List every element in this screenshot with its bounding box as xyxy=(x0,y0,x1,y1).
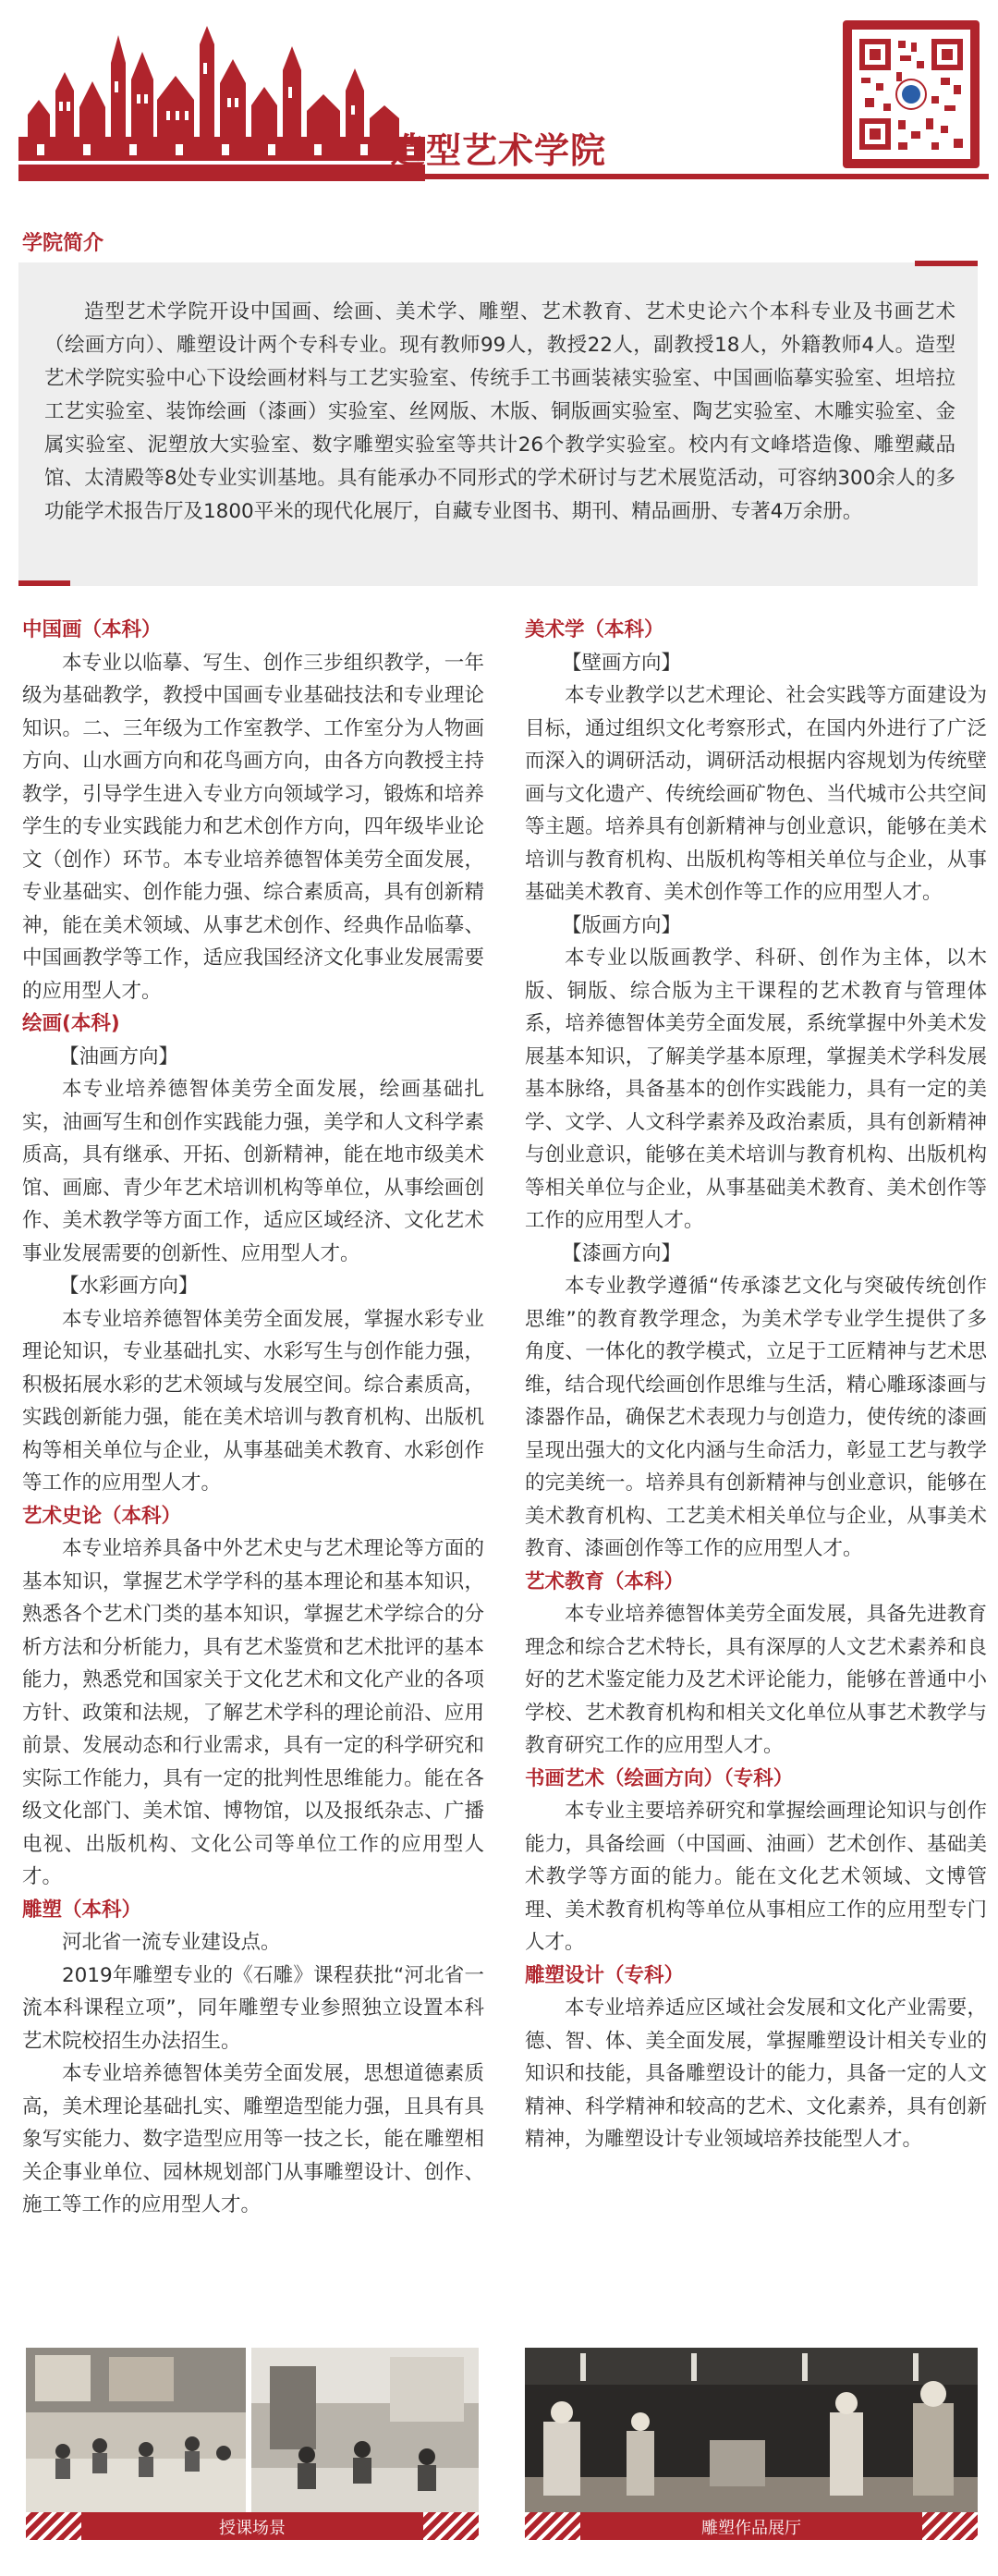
major-title-diaosu-design: 雕塑设计（专科） xyxy=(525,1963,685,1987)
major-body-shuhua: 本专业主要培养研究和掌握绘画理论知识与创作能力，具备绘画（中国画、油画）艺术创作、基础美术教学等方面的能力。能在文化艺术领域、文博管理、美术教育机构等单位从事相应工作的应用型专门人才。 xyxy=(525,1800,987,1954)
exhibition-hall-photo xyxy=(525,2348,978,2529)
college-title: 造型艺术学院 xyxy=(390,130,607,171)
right-caption-bar xyxy=(525,2512,978,2540)
major-title-diaosu: 雕塑（本科） xyxy=(22,1898,142,1922)
castle-skyline-illustration xyxy=(18,26,425,181)
major-title-shilun: 艺术史论（本科） xyxy=(22,1504,182,1528)
direction-lacquer-body: 本专业教学遵循“传承漆艺文化与突破传统创作思维”的教育教学理念，为美术学专业学生提供了多角度、一体化的教学模式，立足于工匠精神与艺术思维，结合现代绘画创作思维与生活，精心雕琢漆画与漆器作品，确保艺术表现力与创造力，使传统的漆画呈现出强大的文化内涵与生命活力，彰显工艺与教学的完美统一。培养具有创新精神与创业意识，能够在美术教育机构、工艺美术相关单位与企业，从事美术教育、漆画创作等工作的应用型人才。 xyxy=(525,1275,987,1560)
direction-mural: 【壁画方向】 xyxy=(562,651,682,675)
direction-print: 【版画方向】 xyxy=(562,913,682,937)
direction-mural-body: 本专业教学以艺术理论、社会实践等方面建设为目标，通过组织文化考察形式，在国内外进行了广泛而深入的调研活动，调研活动根据内容规划为传统壁画与文化遗产、传统绘画矿物色、当代城市公共空间等主题。培养具有创新精神与创业意识，能够在美术培训与教育机构、出版机构等相关单位与企业，从事基础美术教育、美术创作等工作的应用型人才。 xyxy=(525,684,987,904)
direction-oil-body: 本专业培养德智体美劳全面发展，绘画基础扎实，油画写生和创作实践能力强，美学和人文科学素质高，具有继承、开拓、创新精神，能在地市级美术馆、画廊、青少年艺术培训机构等单位，从事绘画创作、美术教学等方面工作，适应区域经济、文化艺术事业发展需要的创新性、应用型人才。 xyxy=(22,1078,484,1265)
direction-lacquer: 【漆画方向】 xyxy=(562,1241,682,1265)
direction-oil: 【油画方向】 xyxy=(59,1044,179,1068)
major-title-meishuxue: 美术学（本科） xyxy=(525,618,664,641)
direction-watercolor: 【水彩画方向】 xyxy=(59,1275,199,1298)
direction-watercolor-body: 本专业培养德智体美劳全面发展，掌握水彩专业理论知识，专业基础扎实、水彩写生与创作能力强，积极拓展水彩的艺术领域与发展空间。综合素质高，实践创新能力强，能在美术培训与教育机构、出版机构等相关单位与企业，从事基础美术教育、水彩创作等工作的应用型人才。 xyxy=(22,1307,484,1495)
left-caption-bar xyxy=(26,2512,479,2540)
right-column xyxy=(525,614,987,2156)
header xyxy=(0,0,998,185)
intro-title: 学院简介 xyxy=(22,232,104,255)
intro-body: 造型艺术学院开设中国画、绘画、美术学、雕塑、艺术教育、艺术史论六个本科专业及书画艺术（绘画方向）、雕塑设计两个专科专业。现有教师99人，教授22人，副教授18人，外籍教师4人。造型艺术学院实验中心下设绘画材料与工艺实验室、传统手工书画装裱实验室、中国画临摹实验室、坦培拉工艺实验室、装饰绘画（漆画）实验室、丝网版、木版、铜版画实验室、陶艺实验室、木雕实验室、金属实验室、泥塑放大实验室、数字雕塑实验室等共计26个教学实验室。校内有文峰塔造像、雕塑藏品馆、太清殿等8处专业实训基地。具有能承办不同形式的学术研讨与艺术展览活动，可容纳300余人的多功能学术报告厅及1800平米的现代化展厅，自藏专业图书、期刊、精品画册、专著4万余册。 xyxy=(44,300,955,523)
right-photo-caption: 雕塑作品展厅 xyxy=(701,2519,801,2538)
major-title-guohua: 中国画（本科） xyxy=(22,618,162,641)
major-body-guohua: 本专业以临摹、写生、创作三步组织教学，一年级为基础教学，教授中国画专业基础技法和专业理论知识。二、三年级为工作室教学、工作室分为人物画方向、山水画方向和花鸟画方向，由各方向教授主持教学，引导学生进入专业方向领域学习，锻炼和培养学生的专业实践能力和艺术创作方向，四年级毕业论文（创作）环节。本专业培养德智体美劳全面发展，专业基础实、创作能力强、综合素质高，具有创新精神，能在美术领域、从事艺术创作、经典作品临摹、中国画教学等工作，适应我国经济文化事业发展需要的应用型人才。 xyxy=(22,651,484,1003)
qr-code xyxy=(843,20,980,168)
diaosu-paragraph-3: 本专业培养德智体美劳全面发展，思想道德素质高，美术理论基础扎实、雕塑造型能力强，且具有具象写实能力、数字造型应用等一技之长，能在雕塑相关企事业单位、园林规划部门从事雕塑设计、创作、施工等工作的应用型人才。 xyxy=(22,2062,484,2216)
header-divider xyxy=(18,174,989,179)
major-body-diaosu-design: 本专业培养适应区域社会发展和文化产业需要，德、智、体、美全面发展，掌握雕塑设计相关专业的知识和技能，具备雕塑设计的能力，具备一定的人文精神、科学精神和较高的艺术、文化素养，具有创新精神，为雕塑设计专业领域培养技能型人才。 xyxy=(525,1996,987,2151)
major-body-jiaoyu: 本专业培养德智体美劳全面发展，具备先进教育理念和综合艺术特长，具有深厚的人文艺术素养和良好的艺术鉴定能力及艺术评论能力，能够在普通中小学校、艺术教育机构和相关文化单位从事艺术教学与教育研究工作的应用型人才。 xyxy=(525,1603,987,1757)
major-title-jiaoyu: 艺术教育（本科） xyxy=(525,1569,685,1593)
major-title-shuhua: 书画艺术（绘画方向）（专科） xyxy=(525,1766,794,1790)
diaosu-paragraph-2: 2019年雕塑专业的《石雕》课程获批“河北省一流本科课程立项”，同年雕塑专业参照独立设置本科艺术院校招生办法招生。 xyxy=(22,1963,484,2053)
classroom-photo-1 xyxy=(26,2348,246,2529)
intro-accent-top xyxy=(915,261,978,266)
left-column xyxy=(22,614,484,2222)
classroom-photo-2 xyxy=(251,2348,479,2529)
qr-code-icon xyxy=(852,30,970,159)
major-title-huihua: 绘画(本科) xyxy=(22,1012,120,1035)
major-body-shilun: 本专业培养具备中外艺术史与艺术理论等方面的基本知识，掌握艺术学学科的基本理论和基本知识，熟悉各个艺术门类的基本知识，掌握艺术学综合的分析方法和分析能力，具有艺术鉴赏和艺术批评的基本能力，熟悉党和国家关于文化艺术和文化产业的各项方针、政策和法规，了解艺术学科的理论前沿、应用前景、发展动态和行业需求，具有一定的科学研究和实际工作能力，具有一定的批判性思维能力。能在各级文化部门、美术馆、博物馆，以及报纸杂志、广播电视、出版机构、文化公司等单位工作的应用型人才。 xyxy=(22,1537,484,1888)
intro-accent-bottom xyxy=(18,580,70,586)
left-photo-caption: 授课场景 xyxy=(219,2519,286,2538)
diaosu-paragraph-1: 河北省一流专业建设点。 xyxy=(62,1931,281,1954)
direction-print-body: 本专业以版画教学、科研、创作为主体，以木版、铜版、综合版为主干课程的艺术教育与管理体系，培养德智体美劳全面发展，系统掌握中外美术发展基本知识，了解美学基本原理，掌握美术学科发展基本脉络，具备基本的创作实践能力，具有一定的美学、文学、人文科学素养及政治素质，具有创新精神与创业意识，能够在美术培训与教育机构、出版机构等相关单位与企业，从事基础美术教育、美术创作等工作的应用型人才。 xyxy=(525,946,987,1232)
